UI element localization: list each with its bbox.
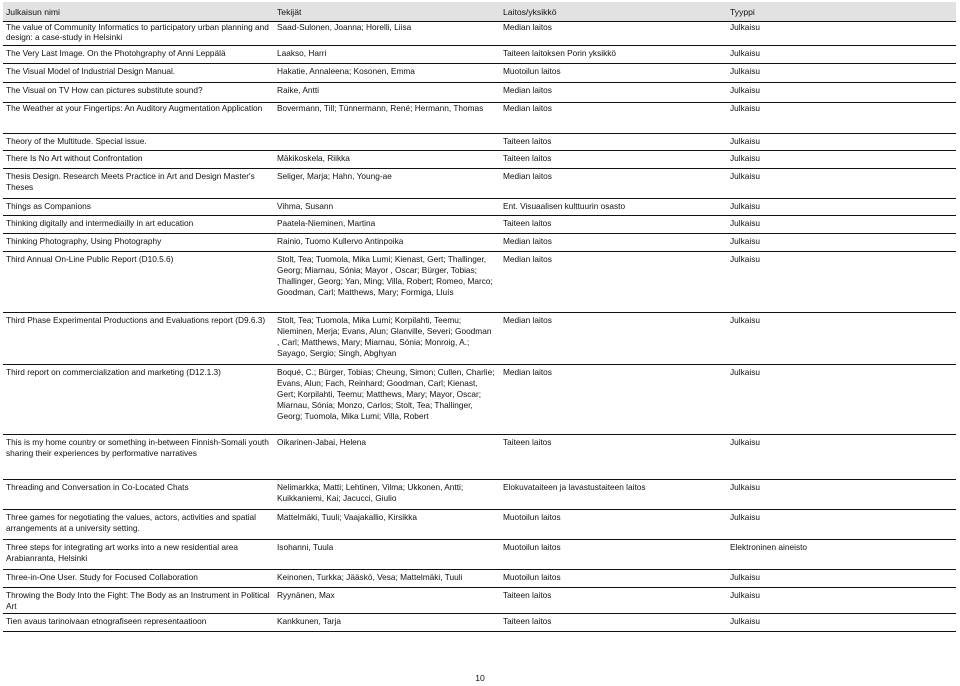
department-cell: Median laitos [500,234,727,252]
table-row [3,614,956,632]
publication-type-cell: Julkaisu [727,234,956,252]
table-row [3,151,956,169]
publication-title-cell: Third Phase Experimental Productions and Evaluations report (D9.6.3) [3,313,274,365]
publication-title-cell: Three steps for integrating art works into a new residential area Arabianranta, Helsinki [3,540,274,570]
header-publication-name: Julkaisun nimi [3,2,274,22]
publication-type-cell: Julkaisu [727,216,956,234]
publication-title-cell: There Is No Art without Confrontation [3,151,274,169]
publication-title-cell: The Visual on TV How can pictures substitute sound? [3,83,274,103]
department-cell: Taiteen laitos [500,435,727,480]
publication-type-cell: Julkaisu [727,64,956,83]
table-row [3,199,956,216]
authors-cell: Stolt, Tea; Tuomola, Mika Lumi; Kienast, Gert; Thallinger, Georg; Miarnau, Sónia; Mayor , Oscar; Bürger, Tobias; Thallinger, Georg; Yan, Ming; Villa, Robert; Romeo, Marco; Goodman, Carl; Matthews, Mary; Formiga, Lluís [274,252,500,313]
publications-table [3,2,956,632]
department-cell: Median laitos [500,83,727,103]
table-row [3,435,956,480]
publication-type-cell: Julkaisu [727,570,956,588]
department-cell: Taiteen laitos [500,216,727,234]
publication-title-cell: The Visual Model of Industrial Design Manual. [3,64,274,83]
authors-cell: Laakso, Harri [274,46,500,64]
publication-title-cell: The Weather at your Fingertips: An Auditory Augmentation Application [3,103,274,134]
publication-title-cell: Third report on commercialization and marketing (D12.1.3) [3,365,274,435]
authors-cell [274,134,500,151]
department-cell: Taiteen laitoksen Porin yksikkö [500,46,727,64]
department-cell: Taiteen laitos [500,588,727,614]
table-row [3,313,956,365]
publication-title-cell: The Very Last Image. On the Photohgraphy of Anni Leppälä [3,46,274,64]
publication-type-cell: Julkaisu [727,588,956,614]
publication-type-cell: Julkaisu [727,510,956,540]
table-row [3,83,956,103]
table-header-row [3,2,956,22]
authors-cell: Seliger, Marja; Hahn, Young-ae [274,169,500,199]
publication-title-cell: Third Annual On-Line Public Report (D10.5.6) [3,252,274,313]
publication-type-cell: Elektroninen aineisto [727,540,956,570]
publication-title-cell: Thinking digitally and intermediailly in art education [3,216,274,234]
authors-cell: Saad-Sulonen, Joanna; Horelli, Liisa [274,22,500,46]
publication-title-cell: Thesis Design. Research Meets Practice in Art and Design Master's Theses [3,169,274,199]
authors-cell: Bovermann, Till; Tünnermann, René; Hermann, Thomas [274,103,500,134]
authors-cell: Kankkunen, Tarja [274,614,500,632]
table-row [3,46,956,64]
department-cell: Muotoilun laitos [500,510,727,540]
authors-cell: Oikarinen-Jabai, Helena [274,435,500,480]
table-row [3,216,956,234]
publication-type-cell: Julkaisu [727,252,956,313]
publication-title-cell: Three games for negotiating the values, actors, activities and spatial arrangements at a university setting. [3,510,274,540]
publication-type-cell: Julkaisu [727,46,956,64]
publication-type-cell: Julkaisu [727,83,956,103]
authors-cell: Mäkikoskela, Riikka [274,151,500,169]
authors-cell: Stolt, Tea; Tuomola, Mika Lumi; Korpilahti, Teemu; Nieminen, Merja; Evans, Alun; Glanville, Severi; Goodman , Carl; Matthews, Mary; Miarnau, Sónia; Monroig, A.; Sayago, Sergio; Singh, Abghyan [274,313,500,365]
publication-type-cell: Julkaisu [727,169,956,199]
authors-cell: Boqué, C.; Bürger, Tobias; Cheung, Simon; Cullen, Charlie; Evans, Alun; Fach, Reinhard; Goodman, Carl; Kienast, Gert; Korpilahti, Teemu; Matthews, Mary; Mayor, Oscar; Miarnau, Sónia; Monzo, Carlos; Stolt, Tea; Thallinger, Georg; Tuomola, Mika Lumi; Villa, Robert [274,365,500,435]
publication-type-cell: Julkaisu [727,365,956,435]
department-cell: Muotoilun laitos [500,570,727,588]
department-cell: Median laitos [500,169,727,199]
department-cell: Median laitos [500,365,727,435]
authors-cell: Vihma, Susann [274,199,500,216]
department-cell: Elokuvataiteen ja lavastustaiteen laitos [500,480,727,510]
table-row [3,252,956,313]
department-cell: Taiteen laitos [500,134,727,151]
authors-cell: Paatela-Nieminen, Martina [274,216,500,234]
table-body [3,22,956,632]
publication-title-cell: Three-in-One User. Study for Focused Collaboration [3,570,274,588]
publication-title-cell: Theory of the Multitude. Special issue. [3,134,274,151]
authors-cell: Ryynänen, Max [274,588,500,614]
header-type: Tyyppi [727,2,956,22]
department-cell: Taiteen laitos [500,151,727,169]
table-row [3,234,956,252]
publication-title-cell: Tien avaus tarinoivaan etnografiseen representaatioon [3,614,274,632]
publication-type-cell: Julkaisu [727,199,956,216]
table-row [3,22,956,46]
publication-type-cell: Julkaisu [727,313,956,365]
publication-type-cell: Julkaisu [727,480,956,510]
department-cell: Muotoilun laitos [500,540,727,570]
publication-title-cell: Threading and Conversation in Co-Located Chats [3,480,274,510]
authors-cell: Nelimarkka, Matti; Lehtinen, Vilma; Ukkonen, Antti; Kuikkaniemi, Kai; Jacucci, Giulio [274,480,500,510]
table-row [3,510,956,540]
authors-cell: Mattelmäki, Tuuli; Vaajakallio, Kirsikka [274,510,500,540]
table-row [3,103,956,134]
header-authors: Tekijät [274,2,500,22]
publication-title-cell: Thinking Photography, Using Photography [3,234,274,252]
table-row [3,588,956,614]
authors-cell: Hakatie, Annaleena; Kosonen, Emma [274,64,500,83]
publication-title-cell: The value of Community Informatics to participatory urban planning and design: a case-study in Helsinki [3,22,274,46]
table-row [3,169,956,199]
publication-title-cell: Things as Companions [3,199,274,216]
page-number: 10 [475,673,485,683]
department-cell: Median laitos [500,22,727,46]
department-cell: Median laitos [500,252,727,313]
publication-type-cell: Julkaisu [727,103,956,134]
department-cell: Muotoilun laitos [500,64,727,83]
table-row [3,540,956,570]
department-cell: Taiteen laitos [500,614,727,632]
publication-type-cell: Julkaisu [727,614,956,632]
publication-type-cell: Julkaisu [727,22,956,46]
publication-title-cell: This is my home country or something in-between Finnish-Somali youth sharing their experiences by performative narratives [3,435,274,480]
header-department: Laitos/yksikkö [500,2,727,22]
table-row [3,134,956,151]
authors-cell: Rainio, Tuomo Kullervo Antinpoika [274,234,500,252]
department-cell: Median laitos [500,313,727,365]
table-row [3,570,956,588]
table-row [3,480,956,510]
publication-type-cell: Julkaisu [727,435,956,480]
authors-cell: Keinonen, Turkka; Jääskö, Vesa; Mattelmäki, Tuuli [274,570,500,588]
authors-cell: Raike, Antti [274,83,500,103]
department-cell: Ent. Visuaalisen kulttuurin osasto [500,199,727,216]
table-row [3,365,956,435]
table-row [3,64,956,83]
authors-cell: Isohanni, Tuula [274,540,500,570]
publications-table-container [3,2,956,632]
publication-type-cell: Julkaisu [727,134,956,151]
publication-title-cell: Throwing the Body Into the Fight: The Body as an Instrument in Political Art [3,588,274,614]
department-cell: Median laitos [500,103,727,134]
publication-type-cell: Julkaisu [727,151,956,169]
